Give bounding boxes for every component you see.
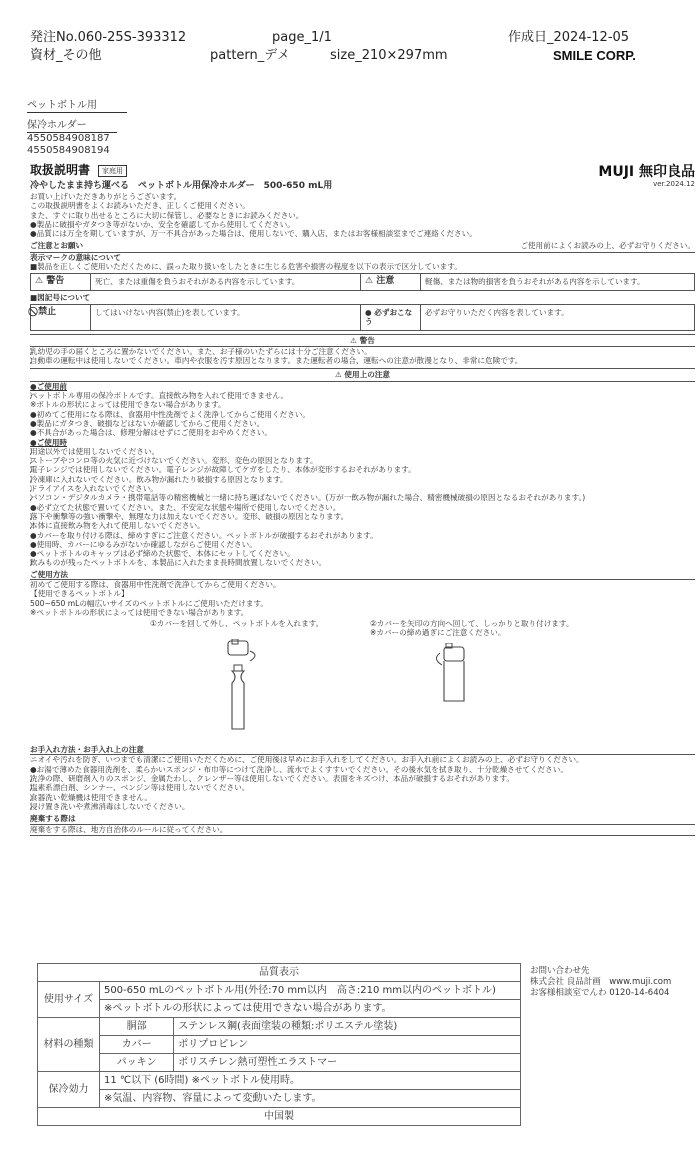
cold-line2: ※気温、内容物、容量によって変動いたします。: [99, 1090, 520, 1108]
subtitle: 冷やしたまま持ち運べる ペットボトル用保冷ホルダー 500-650 mL用: [30, 181, 333, 191]
during-use-item: ⃠本体に直接飲み物を入れて使用しないでください。: [30, 521, 205, 531]
contact-line1: お問い合わせ先: [530, 966, 590, 976]
intro-line: この取扱説明書をよくお読みいただき、正しくご使用ください。: [30, 201, 250, 211]
intro-line: お買い上げいただきありがとうございます。: [30, 192, 182, 201]
during-use-item: ⃠用途以外では使用しないでください。: [30, 446, 160, 456]
before-use-item: ●不具合があった場合は、修理分解はせずにご使用をおやめください。: [30, 428, 272, 438]
during-use-item: ⃠ストーブやコンロ等の火気に近づけないでください。変形、変色の原因となります。: [30, 456, 318, 466]
instruction-manual: [30, 165, 695, 836]
company-logo: SMILE CORP.: [553, 48, 636, 63]
origin: 中国製: [38, 1108, 521, 1126]
before-use-item: ⃠ペットボトル専用の保冷ボトルです。直接飲み物を入れて使用できません。: [30, 391, 289, 401]
jan-code-2: 4550584908194: [27, 145, 110, 156]
packing-label: パッキン: [99, 1054, 173, 1072]
care-item: ⃠洗浄の際、研磨剤入りのスポンジ、金属たわし、クレンザー等は使用しないでください。表面をキズつけ、本品が破損するおそれがあります。: [30, 774, 514, 784]
care-item: ⃠食器洗い乾燥機は使用できません。: [30, 792, 152, 802]
prohibit-label: ⃠ 禁止: [31, 305, 91, 330]
care-item: ニオイや汚れを防ぎ、いつまでも清潔にご使用いただくために、ご使用後は早めにお手入れをしてください。お手入れ前によくお読みの上、必ずお守りください。: [30, 755, 584, 765]
contact-line3: お客様相談室でんわ 0120-14-6404: [530, 988, 670, 998]
cold-label-cell: 保冷効力: [38, 1072, 100, 1108]
usage-item: 初めてご使用する際は、食器用中性洗剤で洗浄してからご使用ください。: [30, 579, 281, 589]
packing-value: ポリスチレン熱可塑性エラストマー: [174, 1054, 521, 1072]
intro-line: ●品質には万全を期していますが、万一不具合があった場合は、使用しないで、購入店、またはお客様相談室までご連絡ください。: [30, 229, 477, 239]
quality-title: 品質表示: [38, 964, 521, 982]
notes-section: ご注意とお願い ご使用前によくお読みの上、必ずお守りください。: [30, 241, 695, 252]
body-label: 胴部: [99, 1018, 173, 1036]
during-use-item: ⃠ドライアイスを入れないでください。: [30, 484, 158, 494]
usage-title: ご使用方法: [30, 570, 695, 580]
caution-desc: 軽傷、または物的損害を負うおそれがある内容を示しています。: [425, 277, 645, 287]
marks-desc: ■製品を正しくご使用いただくために、誤った取り扱いをしたときに生じる危害や損害の程度を以下の表示で区分しています。: [30, 262, 462, 272]
care-items: [30, 755, 695, 811]
before-use-item: ●初めてご使用になる際は、食器用中性洗剤でよく洗浄してからご使用ください。: [30, 409, 310, 419]
product-line2: 保冷ホルダー: [27, 119, 117, 133]
order-number: 発注No.060-25S-393312: [30, 30, 187, 45]
disposal-text: 廃棄をする際は、地方自治体のルールに従ってください。: [30, 825, 695, 836]
product-info: [27, 93, 127, 157]
created-date: 作成日_2024-12-05: [508, 30, 630, 45]
step1-text: ①カバーを回して外し、ペットボトルを入れます。: [150, 619, 324, 629]
step2-note: ※カバーの締め過ぎにご注意ください。: [370, 628, 506, 638]
during-use-item: ⃠落下や衝撃等の強い衝撃や、無理な力は加えないでください。変形、破損の原因となります。: [30, 511, 349, 521]
warning-items: [30, 347, 695, 366]
during-use-item: ⃠電子レンジでは使用しないでください。電子レンジが故障してケガをしたり、本体が変形するおそれがあります。: [30, 465, 416, 475]
cold-line1: 11 ℃以下 (6時間) ※ペットボトル使用時。: [99, 1072, 520, 1090]
size-label-cell: 使用サイズ: [38, 982, 100, 1018]
step1-illustration: [210, 639, 270, 735]
usage-items: [30, 580, 695, 617]
care-title: お手入れ方法・お手入れ上の注意: [30, 745, 695, 755]
usage-figures: [30, 617, 695, 737]
care-item: ●お湯で薄めた食器用洗剤を、柔らかいスポンジ・布巾等につけて洗浄し、流水でよくすすいでください。その後水気を拭き取り、十分乾燥させてください。: [30, 764, 568, 774]
intro-text: [30, 192, 695, 238]
care-item: ⃠塩素系漂白剤、シンナー、ベンジン等は使用しないでください。: [30, 783, 250, 793]
pattern-label: pattern_デメ: [210, 48, 290, 63]
intro-line: また、すぐに取り出せるところに大切に保管し、必要なときにお読みください。: [30, 210, 304, 220]
brand-logo: MUJI 無印良品: [598, 163, 695, 180]
warning-item: ⃠自動車の運転中は使用しないでください。車内や衣服を汚す原因となります。また運転者の場合、運転への注意が散漫となり、非常に危険です。: [30, 356, 523, 366]
warning-item: ⃠乳幼児の手の届くところに置かないでください。また、お子様のいたずらには十分ご注意ください。: [30, 346, 372, 356]
body-value: ステンレス鋼(表面塗装の種類:ポリエステル塗装): [174, 1018, 521, 1036]
warning-label: ⚠ 警告: [31, 274, 91, 289]
during-use-title: ●ご使用時: [30, 437, 68, 447]
page-indicator: page_1/1: [272, 30, 332, 45]
manual-title: 取扱説明書: [30, 163, 91, 178]
cover-value: ポリプロピレン: [174, 1036, 521, 1054]
before-use-item: ※ボトルの形状によっては使用できない場合があります。: [30, 400, 226, 410]
marks-title: 表示マークの意味について: [30, 252, 121, 262]
during-use-item: ⃠パソコン・デジタルカメラ・携帯電話等の精密機械と一緒に持ち運ばないでください。(万が一飲み物が漏れた場合、精密機械破損の原因となるおそれがあります。): [30, 493, 586, 503]
must-label: ● 必ずおこなう: [361, 305, 421, 330]
step2-illustration: [430, 643, 480, 723]
intro-line: ●製品に破損やガタつき等がないか、安全を確認してから使用してください。: [30, 219, 295, 229]
disposal-title: 廃棄する際は: [30, 814, 695, 824]
during-use-items: [30, 447, 695, 568]
size-line1: 500-650 mLのペットボトル用(外径:70 mm以内 高さ:210 mm以内のペットボトル): [99, 982, 520, 1000]
cover-label: カバー: [99, 1036, 173, 1054]
step2-text: ②カバーを矢印の方向へ回して、しっかりと取り付けます。: [370, 619, 574, 629]
during-use-item: ●使用時、カバーにゆるみがないか確認しながらご使用ください。: [30, 539, 257, 549]
during-use-item: ●ペットボトルのキャップは必ず締めた状態で、本体にセットしてください。: [30, 549, 295, 559]
usage-item: 【使用できるペットボトル】: [30, 589, 129, 599]
prohibit-desc: してはいけない内容(禁止)を表しています。: [91, 305, 361, 330]
size-line2: ※ペットボトルの形状によっては使用できない場合があります。: [99, 1000, 520, 1018]
warning-heading: ⚠ 警告: [30, 334, 695, 347]
usage-item: 500~650 mLの幅広いサイズのペットボトルにご使用いただけます。: [30, 598, 269, 608]
usage-item: ※ペットボトルの形状によっては使用できない場合があります。: [30, 607, 249, 617]
during-use-item: ⃠飲みものが残ったペットボトルを、本製品に入れたまま長時間放置しないでください。: [30, 558, 327, 568]
notes-right: ご使用前によくお読みの上、必ずお守りください。: [520, 241, 695, 251]
caution-heading: ⚠ 使用上の注意: [30, 368, 695, 381]
during-use-item: ⃠冷凍庫に入れないでください。飲み物が漏れたり破損する原因となります。: [30, 474, 288, 484]
product-line1: ペットボトル用: [27, 99, 127, 113]
material-label-cell: 材料の種類: [38, 1018, 100, 1072]
care-item: ⃠浸け置き洗いや煮沸消毒はしないでください。: [30, 801, 190, 811]
during-use-item: ●必ず立てた状態で置いてください。また、不安定な状態や場所で使用しないでください。: [30, 502, 341, 512]
home-use-badge: 家庭用: [98, 165, 127, 177]
before-use-item: ●製品にガタつき、破損などはないか確認してからご使用ください。: [30, 418, 265, 428]
symbols-box: [30, 304, 695, 331]
version: ver.2024.12: [653, 180, 695, 188]
quality-table: [37, 963, 521, 1126]
jan-code-1: 4550584908187: [27, 133, 110, 144]
warning-desc: 死亡、または重傷を負うおそれがある内容を示しています。: [91, 274, 361, 289]
material-type: 資材_その他: [30, 48, 102, 63]
before-use-items: [30, 391, 695, 437]
symbols-title: ■図記号について: [30, 292, 91, 302]
must-desc: 必ずお守りいただく内容を表しています。: [425, 307, 569, 317]
during-use-item: ●カバーを取り付ける際は、締めすぎにご注意ください。ペットボトルが破損するおそれがあります。: [30, 530, 378, 540]
size-label: size_210×297mm: [330, 48, 448, 63]
warning-caution-box: [30, 273, 695, 290]
caution-label: ⚠ 注意: [361, 274, 421, 289]
contact-info: [530, 966, 671, 999]
before-use-title: ●ご使用前: [30, 381, 68, 391]
contact-line2: 株式会社 良品計画 www.muji.com: [530, 977, 672, 987]
